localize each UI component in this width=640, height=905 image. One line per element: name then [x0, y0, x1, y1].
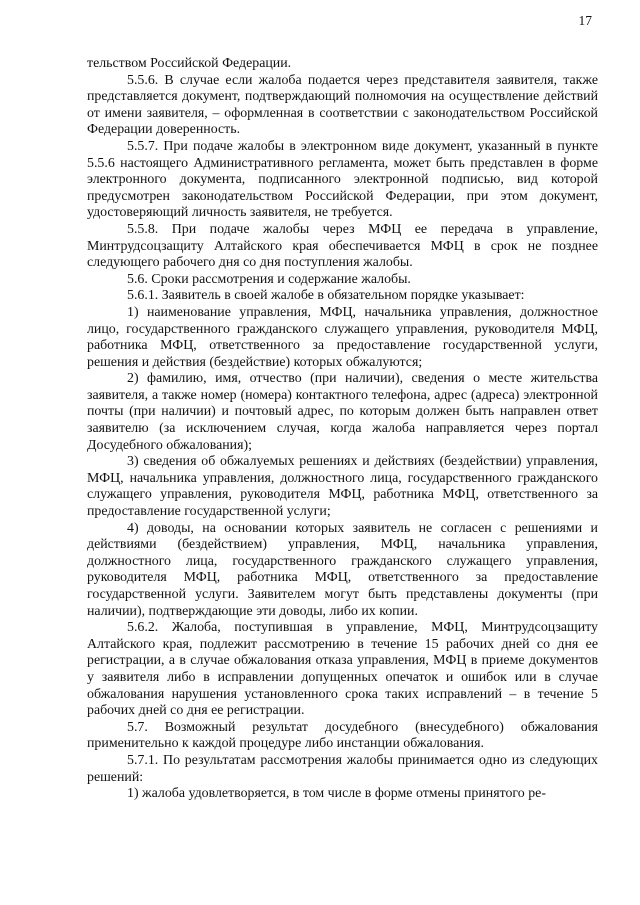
document-body [87, 56, 598, 803]
paragraph-5-5-6: 5.5.6. В случае если жалоба подается через представителя заявителя, также представляется документ, подтверждающий полномочия на осуществление действий от имени заявителя, – оформленная в соответствии с законодательством Российской Федерации доверенность. [87, 72, 598, 138]
paragraph-5-6-2: 5.6.2. Жалоба, поступившая в управление, МФЦ, Минтрудсоцзащиту Алтайского края, подлежит рассмотрению в течение 15 рабочих дней со дня ее регистрации, а в случае обжалования отказа управления, МФЦ в приеме документов у заявителя либо в исправлении допущенных опечаток и ошибок или в случае обжалования нарушения установленного срока таких исправлений – в течение 5 рабочих дней со дня ее регистрации. [87, 620, 598, 719]
list-item-4: 4) доводы, на основании которых заявитель не согласен с решениями и действиями (бездействием) управления, МФЦ, начальника управления, должностного лица, государственного гражданского служащего управления, руководителя МФЦ, работника МФЦ, ответственного за предоставление государственной услуги. Заявителем могут быть представлены документы (при наличии), подтверждающие эти доводы, либо их копии. [87, 520, 598, 619]
list-item-3: 3) сведения об обжалуемых решениях и действиях (бездействии) управления, МФЦ, начальника управления, должностного лица, государственного гражданского служащего управления, руководителя МФЦ, работника МФЦ, ответственного за предоставление государственной услуги; [87, 454, 598, 520]
paragraph-5-5-8: 5.5.8. При подаче жалобы через МФЦ ее передача в управление, Минтрудсоцзащиту Алтайского края обеспечивается МФЦ в срок не позднее следующего рабочего дня со дня поступления жалобы. [87, 221, 598, 271]
paragraph-5-5-7: 5.5.7. При подаче жалобы в электронном виде документ, указанный в пункте 5.5.6 настоящего Административного регламента, может быть представлен в форме электронного документа, подписанного электронной подписью, вид которой предусмотрен законодательством Российской Федерации, при этом документ, удостоверяющий личность заявителя, не требуется. [87, 138, 598, 221]
section-heading-5-6: 5.6. Сроки рассмотрения и содержание жалобы. [127, 271, 411, 287]
decision-item-1: 1) жалоба удовлетворяется, в том числе в форме отмены принятого ре- [127, 786, 546, 802]
list-item-1: 1) наименование управления, МФЦ, начальника управления, должностное лицо, государственного гражданского служащего управления, руководителя МФЦ, работника МФЦ, ответственного за предоставление государственной услуги, решения и действия (бездействие) которых обжалуются; [87, 304, 598, 370]
list-item-2: 2) фамилию, имя, отчество (при наличии), сведения о месте жительства заявителя, а также номер (номера) контактного телефона, адрес (адреса) электронной почты (при наличии) и почтовый адрес, по которым должен быть направлен ответ заявителю (за исключением случая, когда жалоба направляется через портал Досудебного обжалования); [87, 371, 598, 453]
paragraph-5-6-1: 5.6.1. Заявитель в своей жалобе в обязательном порядке указывает: [127, 288, 525, 304]
section-heading-5-7: 5.7. Возможный результат досудебного (внесудебного) обжалования применительно к каждой процедуре либо инстанции обжалования. [87, 719, 598, 752]
paragraph-5-7-1: 5.7.1. По результатам рассмотрения жалобы принимается одно из следующих решений: [87, 752, 598, 785]
paragraph-continuation: тельством Российской Федерации. [87, 56, 292, 71]
page-number: 17 [578, 13, 592, 28]
